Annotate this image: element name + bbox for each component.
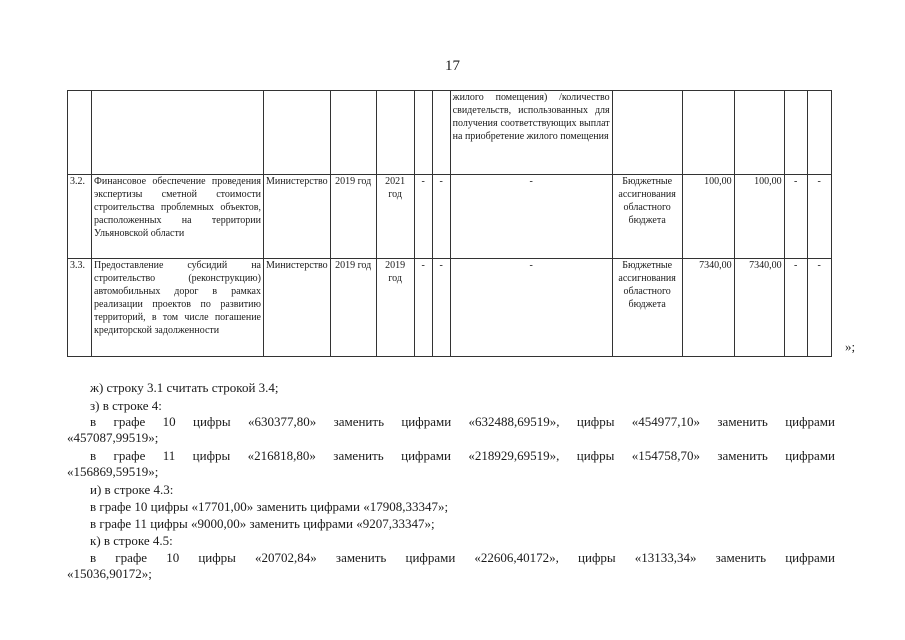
paragraph: ж) строку 3.1 считать строкой 3.4; [90,380,279,395]
table-row [68,259,832,357]
year-start: 2019 год [330,259,376,357]
cell-col11: 7340,00 [734,259,784,357]
cell-col6: - [414,259,432,357]
indicator: - [450,259,612,357]
cell-col11 [734,91,784,175]
measure-name: Предоставление субсидий на строительство (реконструкцию) автомобильных дорог в рамках реализации проектов по развитию территорий, в том числе погашение кредиторской задолженности [92,259,264,357]
cell-col12: - [784,259,807,357]
funding-source [612,91,682,175]
measure-name [92,91,264,175]
closing-quote: »; [845,339,856,354]
executor: Министерство [264,259,331,357]
paragraph: «15036,90172»; [67,566,152,581]
cell-col13 [807,91,831,175]
row-number: 3.2. [68,175,92,259]
year-end: 2021 год [376,175,414,259]
page-number: 17 [445,58,460,74]
paragraph: з) в строке 4: [90,398,162,413]
cell-col11: 100,00 [734,175,784,259]
cell-col13: - [807,175,831,259]
paragraph: в графе 10 цифры «20702,84» заменить цифрами «22606,40172», цифры «13133,34» заменить цифрами [90,550,835,565]
paragraph: и) в строке 4.3: [90,482,174,497]
row-number [68,91,92,175]
year-start: 2019 год [330,175,376,259]
measure-name: Финансовое обеспечение проведения экспертизы сметной стоимости строительства проблемных объектов, расположенных на территории Ульяновской области [92,175,264,259]
paragraph: «156869,59519»; [67,464,159,479]
cell-col13: - [807,259,831,357]
paragraph: «457087,99519»; [67,430,159,445]
paragraph: в графе 11 цифры «216818,80» заменить цифрами «218929,69519», цифры «154758,70» заменить цифрами [90,448,835,463]
year-start [330,91,376,175]
cell-col10 [682,91,734,175]
executor [264,91,331,175]
row-number: 3.3. [68,259,92,357]
cell-col12: - [784,175,807,259]
paragraph: в графе 10 цифры «630377,80» заменить цифрами «632488,69519», цифры «454977,10» заменить цифрами [90,414,835,429]
cell-col10: 100,00 [682,175,734,259]
paragraph: в графе 10 цифры «17701,00» заменить цифрами «17908,33347»; [90,499,449,514]
cell-col7: - [432,175,450,259]
cell-col10: 7340,00 [682,259,734,357]
table-row [68,175,832,259]
paragraph: в графе 11 цифры «9000,00» заменить цифрами «9207,33347»; [90,516,435,531]
funding-source: Бюджетные ассигнования областного бюджета [612,175,682,259]
table-row [68,91,832,175]
indicator: жилого помещения) /количество свидетельств, использованных для получения соответствующих выплат на приобретение жилого помещения [450,91,612,175]
cell-col12 [784,91,807,175]
cell-col7 [432,91,450,175]
indicator: - [450,175,612,259]
year-end: 2019 год [376,259,414,357]
program-table [67,90,832,357]
year-end [376,91,414,175]
executor: Министерство [264,175,331,259]
cell-col6 [414,91,432,175]
funding-source: Бюджетные ассигнования областного бюджета [612,259,682,357]
cell-col6: - [414,175,432,259]
paragraph: к) в строке 4.5: [90,533,173,548]
cell-col7: - [432,259,450,357]
